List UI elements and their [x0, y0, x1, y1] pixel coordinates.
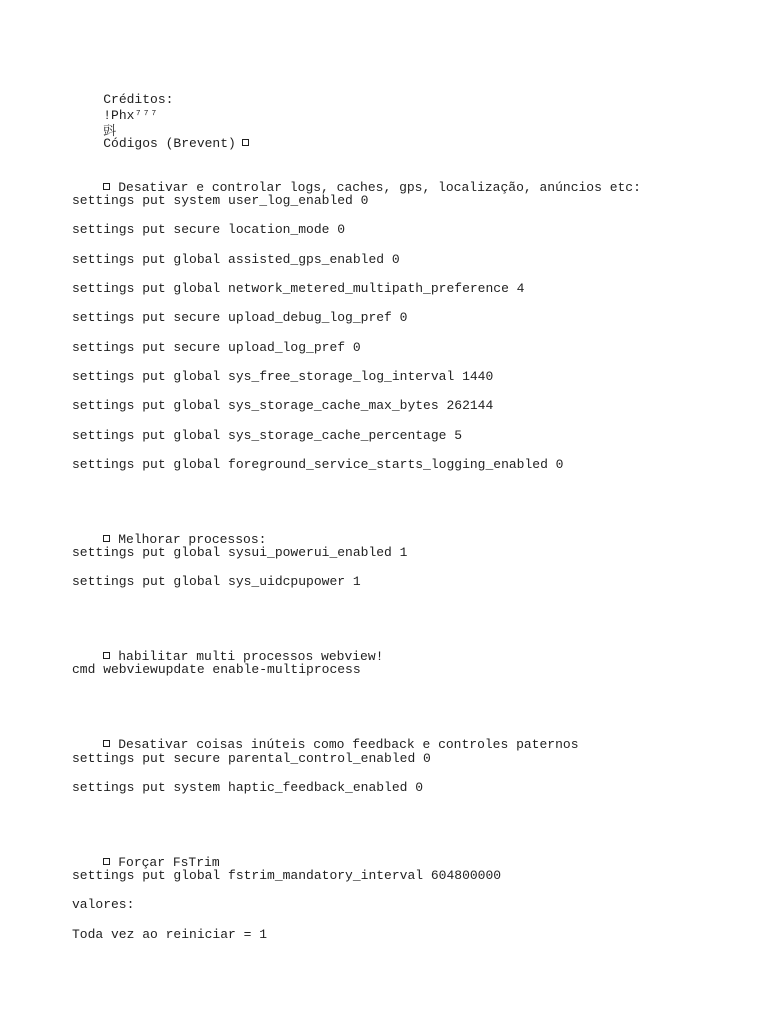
code-line: settings put global fstrim_mandatory_interval 604800000 [72, 868, 502, 883]
square-bullet-icon [242, 139, 249, 146]
code-line: settings put global sys_free_storage_log_interval 1440 [72, 369, 494, 384]
section-heading-text: Melhorar processos: [118, 532, 267, 547]
code-line: settings put global sys_storage_cache_percentage 5 [72, 428, 463, 443]
section-heading-text: habilitar multi processos webview! [118, 649, 384, 664]
codes-title: Códigos (Brevent) [103, 136, 236, 151]
code-line: settings put secure parental_control_enabled 0 [72, 751, 431, 766]
square-bullet-icon [103, 652, 110, 659]
section-heading-text: Desativar e controlar logs, caches, gps, localização, anúncios etc: [118, 180, 641, 195]
section-heading-text: Forçar FsTrim [118, 855, 220, 870]
code-line: settings put global sysui_powerui_enabled 1 [72, 545, 408, 560]
code-line: settings put global assisted_gps_enabled 0 [72, 252, 400, 267]
credits-glyph: 㪷 [103, 124, 117, 139]
square-bullet-icon [103, 183, 110, 190]
code-line: settings put secure upload_log_pref 0 [72, 340, 361, 355]
code-line: settings put global foreground_service_starts_logging_enabled 0 [72, 457, 564, 472]
square-bullet-icon [103, 858, 110, 865]
code-line: settings put secure upload_debug_log_pref 0 [72, 310, 408, 325]
code-line: settings put global sys_storage_cache_max_bytes 262144 [72, 398, 494, 413]
credits-author: !Phx⁷⁷⁷ [103, 108, 158, 123]
square-bullet-icon [103, 535, 110, 542]
code-line: settings put system user_log_enabled 0 [72, 193, 369, 208]
code-line: settings put global network_metered_multipath_preference 4 [72, 281, 525, 296]
value-option: Toda vez ao reiniciar = 1 [72, 927, 268, 942]
credits-label: Créditos: [103, 92, 174, 107]
code-line: settings put system haptic_feedback_enabled 0 [72, 780, 424, 795]
codes-title-line [72, 120, 249, 168]
code-line: settings put global sys_uidcpupower 1 [72, 574, 361, 589]
values-label: valores: [72, 897, 135, 912]
section-heading-text: Desativar coisas inúteis como feedback e controles paternos [118, 737, 579, 752]
code-line: cmd webviewupdate enable-multiprocess [72, 662, 361, 677]
square-bullet-icon [103, 740, 110, 747]
code-line: settings put secure location_mode 0 [72, 222, 346, 237]
